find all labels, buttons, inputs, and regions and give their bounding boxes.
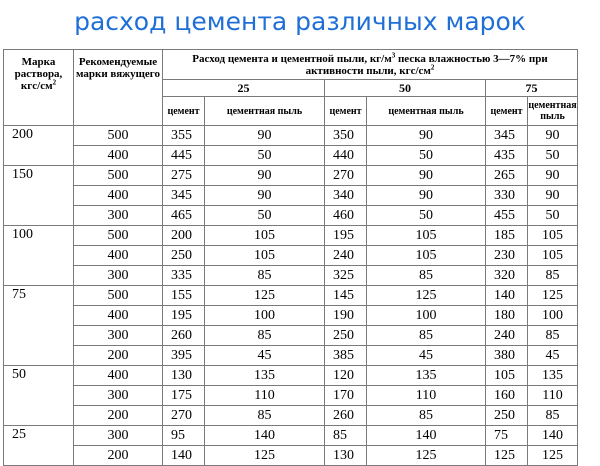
cement-75-cell: 345 xyxy=(486,126,528,146)
dust-75-cell: 140 xyxy=(528,426,578,446)
dust-25-cell: 50 xyxy=(205,146,325,166)
dust-50-cell: 90 xyxy=(367,126,486,146)
header-activity-25: 25 xyxy=(163,80,325,97)
dust-25-cell: 135 xyxy=(205,366,325,386)
header-activity-50: 50 xyxy=(325,80,486,97)
cement-25-cell: 270 xyxy=(163,406,205,426)
dust-75-cell: 110 xyxy=(528,386,578,406)
dust-50-cell: 90 xyxy=(367,186,486,206)
mortar-grade-cell: 50 xyxy=(4,366,74,426)
table-body xyxy=(4,126,578,466)
cement-75-cell: 185 xyxy=(486,226,528,246)
dust-75-cell: 45 xyxy=(528,346,578,366)
dust-75-cell: 125 xyxy=(528,446,578,466)
cement-75-cell: 75 xyxy=(486,426,528,446)
binder-grade-cell: 400 xyxy=(74,146,163,166)
binder-grade-cell: 400 xyxy=(74,306,163,326)
binder-grade-cell: 400 xyxy=(74,186,163,206)
header-mortar-grade: Марка раствора, кгс/$см^2$ xyxy=(4,50,74,126)
header-consumption: Расход цемента и цементной пыли, $кг/м^3$ песка влажностью 3—7% при активности пыли, кгс/$см^2$ xyxy=(163,50,578,80)
binder-grade-cell: 200 xyxy=(74,446,163,466)
table-row xyxy=(4,126,578,146)
dust-50-cell: 90 xyxy=(367,166,486,186)
cement-50-cell: 325 xyxy=(325,266,367,286)
mortar-grade-cell: 200 xyxy=(4,126,74,166)
cement-25-cell: 195 xyxy=(163,306,205,326)
dust-25-cell: 125 xyxy=(205,446,325,466)
cement-25-cell: 275 xyxy=(163,166,205,186)
binder-grade-cell: 500 xyxy=(74,286,163,306)
mortar-grade-cell: 150 xyxy=(4,166,74,226)
cement-75-cell: 380 xyxy=(486,346,528,366)
cement-75-cell: 330 xyxy=(486,186,528,206)
dust-50-cell: 125 xyxy=(367,446,486,466)
cement-75-cell: 140 xyxy=(486,286,528,306)
binder-grade-cell: 300 xyxy=(74,206,163,226)
cement-50-cell: 195 xyxy=(325,226,367,246)
binder-grade-cell: 400 xyxy=(74,366,163,386)
cement-75-cell: 240 xyxy=(486,326,528,346)
cement-75-cell: 180 xyxy=(486,306,528,326)
dust-25-cell: 105 xyxy=(205,226,325,246)
cement-25-cell: 355 xyxy=(163,126,205,146)
dust-75-cell: 85 xyxy=(528,266,578,286)
binder-grade-cell: 200 xyxy=(74,406,163,426)
dust-50-cell: 110 xyxy=(367,386,486,406)
dust-25-cell: 140 xyxy=(205,426,325,446)
cement-25-cell: 335 xyxy=(163,266,205,286)
binder-grade-cell: 200 xyxy=(74,346,163,366)
cement-25-cell: 175 xyxy=(163,386,205,406)
dust-75-cell: 135 xyxy=(528,366,578,386)
dust-75-cell: 125 xyxy=(528,286,578,306)
cement-25-cell: 250 xyxy=(163,246,205,266)
mortar-grade-cell: 100 xyxy=(4,226,74,286)
binder-grade-cell: 400 xyxy=(74,246,163,266)
cement-50-cell: 350 xyxy=(325,126,367,146)
cement-75-cell: 265 xyxy=(486,166,528,186)
dust-25-cell: 90 xyxy=(205,166,325,186)
header-activity-75: 75 xyxy=(486,80,578,97)
cement-25-cell: 155 xyxy=(163,286,205,306)
dust-50-cell: 85 xyxy=(367,326,486,346)
cement-25-cell: 395 xyxy=(163,346,205,366)
cement-25-cell: 445 xyxy=(163,146,205,166)
table-row xyxy=(4,306,578,326)
mortar-grade-cell: 25 xyxy=(4,426,74,466)
table-row xyxy=(4,286,578,306)
dust-75-cell: 50 xyxy=(528,206,578,226)
dust-50-cell: 50 xyxy=(367,206,486,226)
cement-50-cell: 260 xyxy=(325,406,367,426)
dust-75-cell: 50 xyxy=(528,146,578,166)
cement-50-cell: 85 xyxy=(325,426,367,446)
mortar-grade-cell: 75 xyxy=(4,286,74,366)
table-row xyxy=(4,446,578,466)
table-row xyxy=(4,366,578,386)
dust-75-cell: 105 xyxy=(528,246,578,266)
dust-50-cell: 125 xyxy=(367,286,486,306)
table-row xyxy=(4,166,578,186)
dust-25-cell: 105 xyxy=(205,246,325,266)
dust-25-cell: 90 xyxy=(205,126,325,146)
dust-25-cell: 85 xyxy=(205,266,325,286)
table-row xyxy=(4,246,578,266)
dust-75-cell: 100 xyxy=(528,306,578,326)
cement-75-cell: 160 xyxy=(486,386,528,406)
table-row xyxy=(4,186,578,206)
dust-25-cell: 45 xyxy=(205,346,325,366)
cement-25-cell: 345 xyxy=(163,186,205,206)
cement-75-cell: 250 xyxy=(486,406,528,426)
binder-grade-cell: 300 xyxy=(74,386,163,406)
header-dust: цементная пыль xyxy=(367,97,486,126)
binder-grade-cell: 500 xyxy=(74,126,163,146)
header-cement: цемент xyxy=(325,97,367,126)
cement-25-cell: 140 xyxy=(163,446,205,466)
binder-grade-cell: 300 xyxy=(74,266,163,286)
cement-75-cell: 125 xyxy=(486,446,528,466)
dust-75-cell: 85 xyxy=(528,406,578,426)
binder-grade-cell: 300 xyxy=(74,326,163,346)
cement-25-cell: 130 xyxy=(163,366,205,386)
cement-75-cell: 230 xyxy=(486,246,528,266)
dust-75-cell: 90 xyxy=(528,166,578,186)
header-binder-grades: Рекомендуемые марки вяжущего xyxy=(74,50,163,126)
dust-50-cell: 140 xyxy=(367,426,486,446)
cement-75-cell: 455 xyxy=(486,206,528,226)
cement-50-cell: 250 xyxy=(325,326,367,346)
binder-grade-cell: 300 xyxy=(74,426,163,446)
table-row xyxy=(4,426,578,446)
cement-50-cell: 190 xyxy=(325,306,367,326)
dust-25-cell: 50 xyxy=(205,206,325,226)
cement-50-cell: 440 xyxy=(325,146,367,166)
cement-25-cell: 465 xyxy=(163,206,205,226)
binder-grade-cell: 500 xyxy=(74,226,163,246)
cement-50-cell: 170 xyxy=(325,386,367,406)
cement-50-cell: 145 xyxy=(325,286,367,306)
cement-50-cell: 340 xyxy=(325,186,367,206)
dust-75-cell: 85 xyxy=(528,326,578,346)
dust-75-cell: 105 xyxy=(528,226,578,246)
cement-50-cell: 460 xyxy=(325,206,367,226)
header-dust: цементная пыль xyxy=(528,97,578,126)
dust-25-cell: 125 xyxy=(205,286,325,306)
binder-grade-cell: 500 xyxy=(74,166,163,186)
table-row xyxy=(4,206,578,226)
dust-75-cell: 90 xyxy=(528,126,578,146)
table-row xyxy=(4,326,578,346)
header-cement: цемент xyxy=(486,97,528,126)
cement-75-cell: 320 xyxy=(486,266,528,286)
cement-50-cell: 385 xyxy=(325,346,367,366)
page-title: расход цемента различных марок xyxy=(74,7,526,36)
cement-25-cell: 200 xyxy=(163,226,205,246)
header-cement: цемент xyxy=(163,97,205,126)
cement-25-cell: 95 xyxy=(163,426,205,446)
cement-75-cell: 435 xyxy=(486,146,528,166)
cement-25-cell: 260 xyxy=(163,326,205,346)
dust-25-cell: 100 xyxy=(205,306,325,326)
dust-25-cell: 85 xyxy=(205,406,325,426)
dust-50-cell: 85 xyxy=(367,406,486,426)
table-row xyxy=(4,146,578,166)
header-dust: цементная пыль xyxy=(205,97,325,126)
cement-50-cell: 240 xyxy=(325,246,367,266)
dust-50-cell: 105 xyxy=(367,246,486,266)
cement-consumption-table xyxy=(3,49,578,466)
dust-50-cell: 85 xyxy=(367,266,486,286)
dust-25-cell: 90 xyxy=(205,186,325,206)
dust-50-cell: 135 xyxy=(367,366,486,386)
cement-50-cell: 270 xyxy=(325,166,367,186)
cement-50-cell: 120 xyxy=(325,366,367,386)
dust-50-cell: 105 xyxy=(367,226,486,246)
table-row xyxy=(4,266,578,286)
cement-50-cell: 130 xyxy=(325,446,367,466)
table-row xyxy=(4,386,578,406)
cement-75-cell: 105 xyxy=(486,366,528,386)
table-row xyxy=(4,226,578,246)
dust-50-cell: 45 xyxy=(367,346,486,366)
dust-50-cell: 100 xyxy=(367,306,486,326)
dust-25-cell: 85 xyxy=(205,326,325,346)
dust-75-cell: 90 xyxy=(528,186,578,206)
dust-25-cell: 110 xyxy=(205,386,325,406)
table-row xyxy=(4,346,578,366)
dust-50-cell: 50 xyxy=(367,146,486,166)
table-row xyxy=(4,406,578,426)
